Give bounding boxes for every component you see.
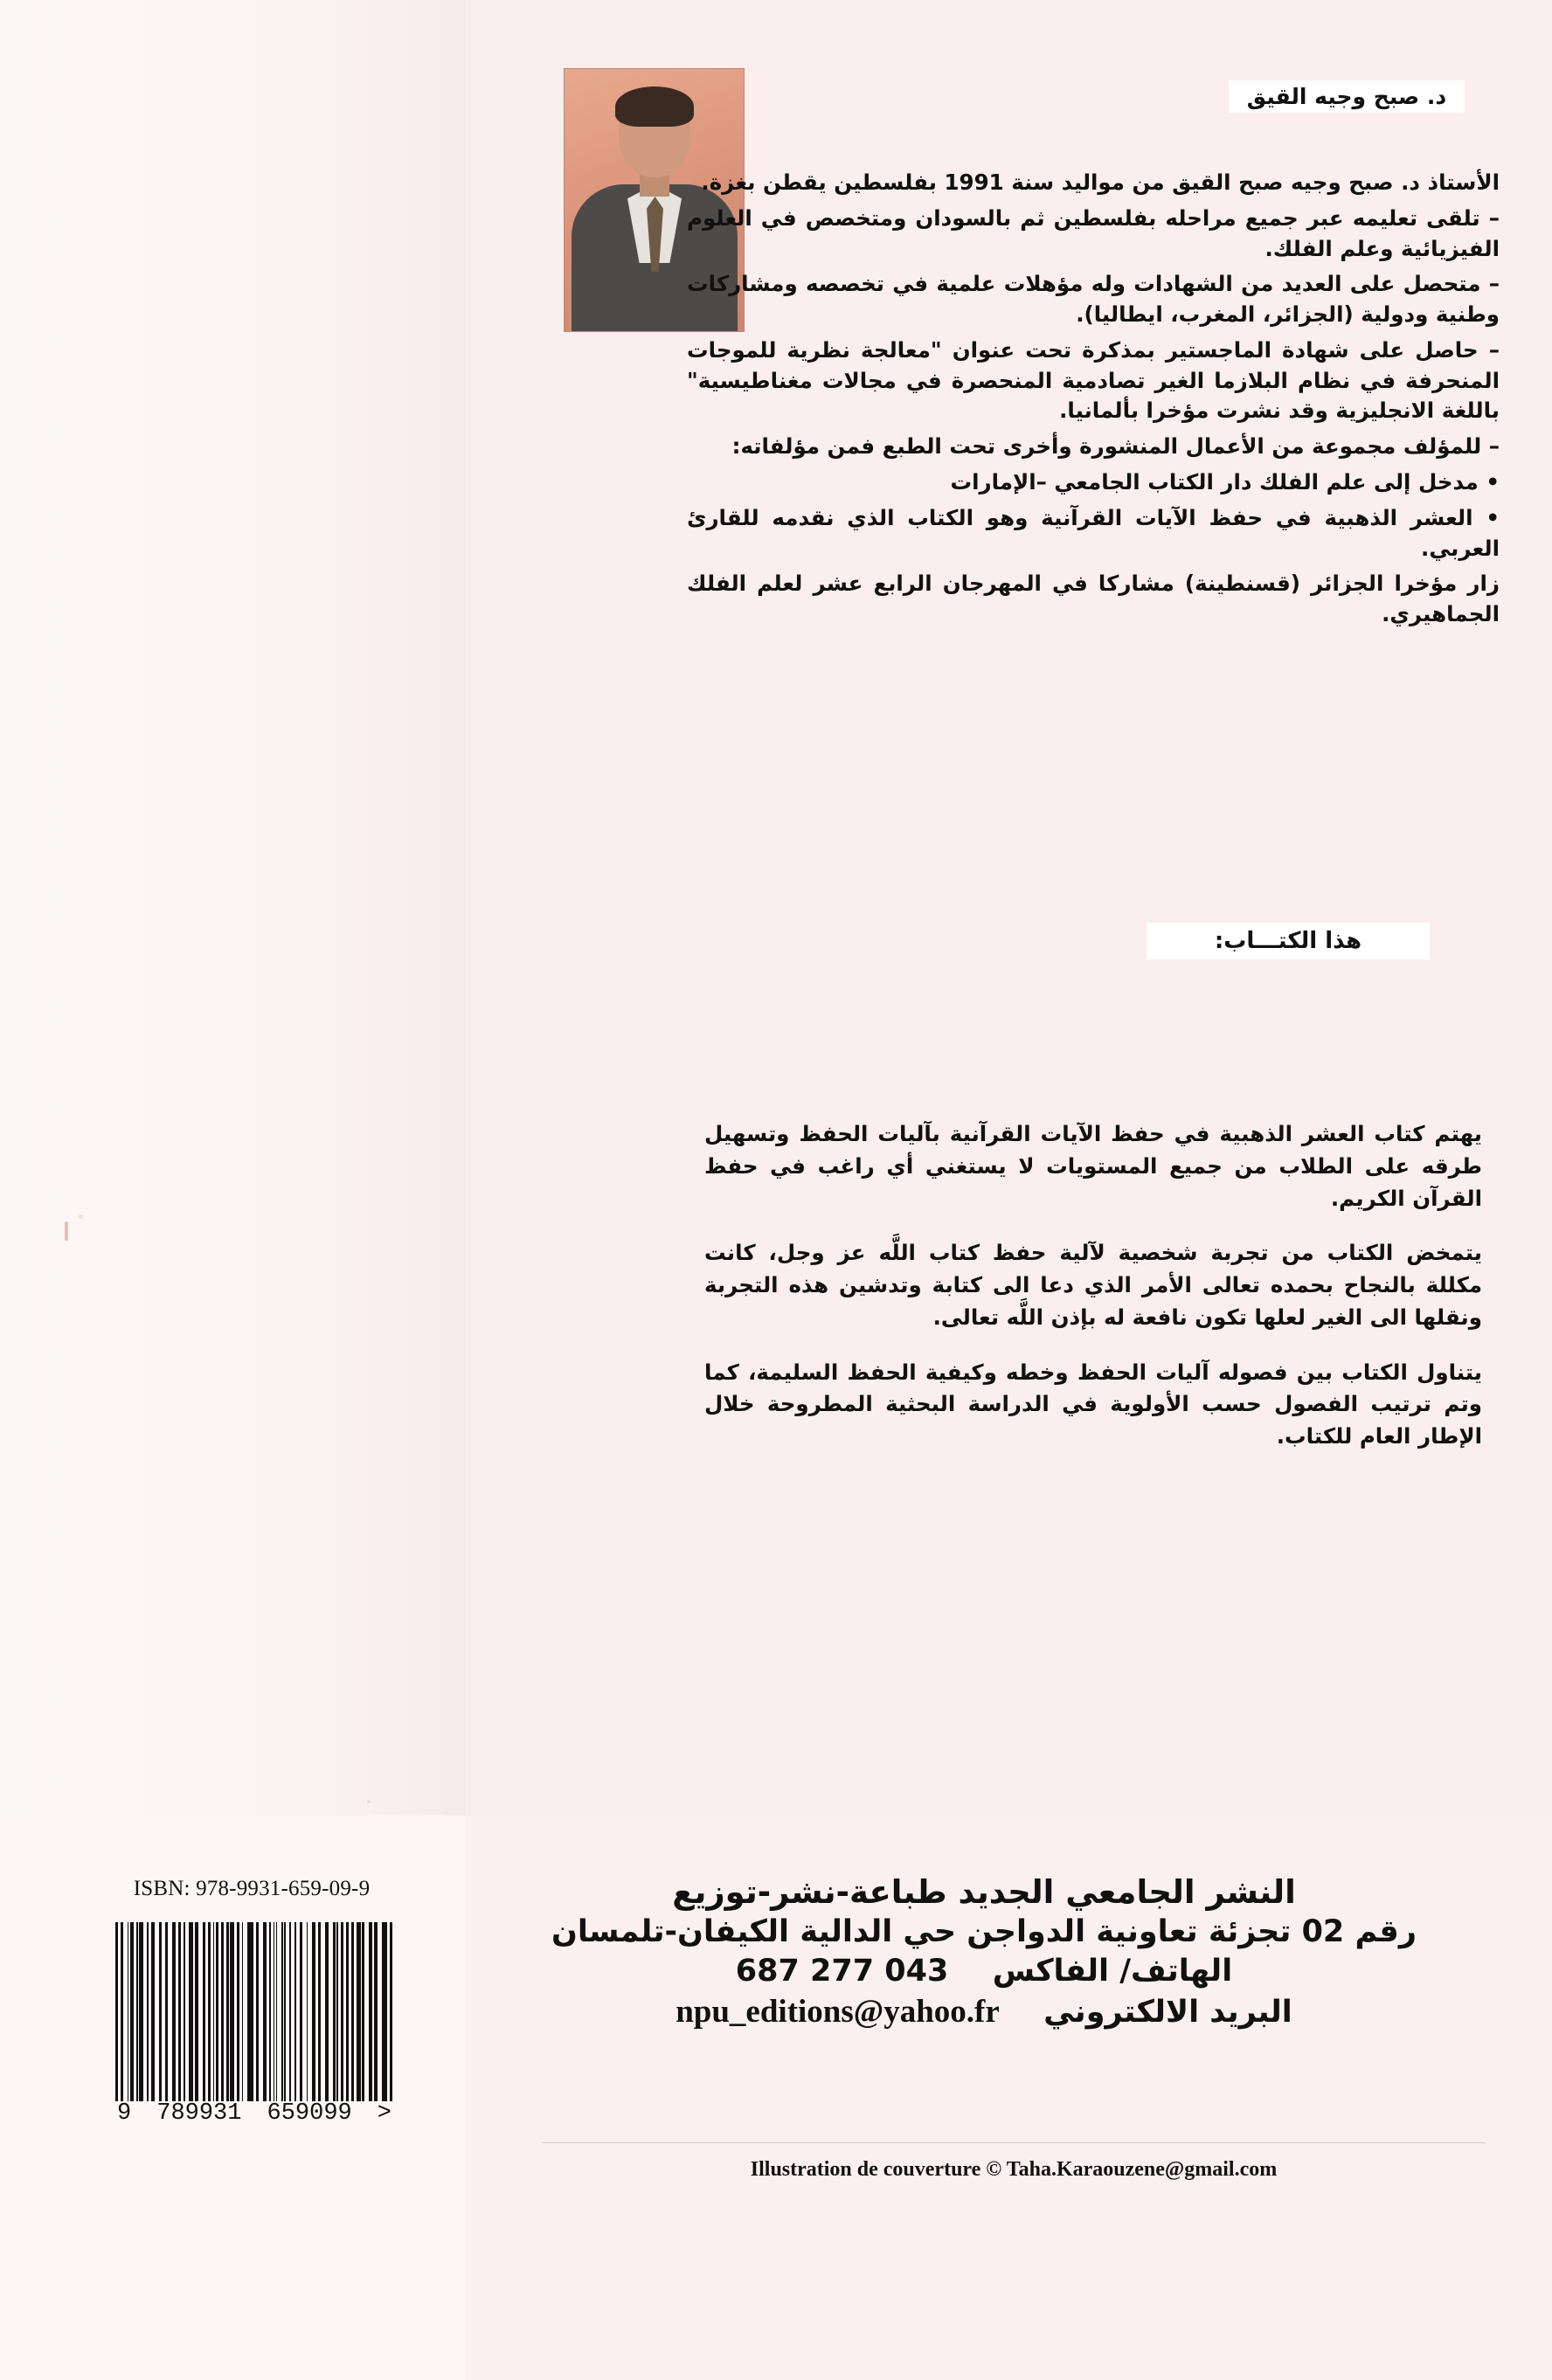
barcode-digits xyxy=(115,2100,393,2127)
barcode-digit-group2: 659099 xyxy=(267,2100,352,2127)
isbn-label: ISBN: 978-9931-659-09-9 xyxy=(133,1877,371,1900)
barcode-bars xyxy=(115,1922,393,2101)
author-name: د. صبح وجيه القيق xyxy=(1246,84,1447,109)
description-paragraph: يتمخض الكتاب من تجربة شخصية لآلية حفظ كتاب اللَّه عز وجل، كانت مكللة بالنجاح بحمده تعالى الأمر الذي دعا الى كتابة وتدشين هذه التجربة ونقلها الى الغير لعلها تكون نافعة له بإذن اللَّه تعالى. xyxy=(704,1240,1482,1330)
this-book-label: هذا الكتـــاب: xyxy=(1214,928,1362,954)
publisher-phone-line xyxy=(521,1952,1447,1991)
publisher-name: النشر الجامعي الجديد طباعة-نشر-توزيع xyxy=(672,1873,1296,1911)
bio-work-item: • مدخل إلى علم الفلك دار الكتاب الجامعي –الإمارات xyxy=(950,469,1500,495)
publisher-email-line xyxy=(521,1991,1447,2032)
scan-speck xyxy=(367,1800,371,1803)
isbn-block xyxy=(94,1877,409,1901)
illustration-credit: Illustration de couverture © Taha.Karaouzene@gmail.com xyxy=(750,2158,1278,2181)
barcode-digit-group1: 789931 xyxy=(156,2100,242,2127)
publisher-address: رقم 02 تجزئة تعاونية الدواجن حي الدالية الكيفان-تلمسان xyxy=(551,1914,1417,1950)
author-name-banner xyxy=(1229,80,1465,113)
book-description xyxy=(704,1118,1482,1476)
bio-paragraph: – حاصل على شهادة الماجستير بمذكرة تحت عنوان "معالجة نظرية للموجات المنحرفة في نظام البلازما الغير تصادمية المنحصرة في مجالات مغناطيسية" باللغة الانجليزية وقد نشرت مؤخرا بألمانيا. xyxy=(687,336,1500,424)
barcode-digit-left: 9 xyxy=(117,2100,132,2127)
this-book-banner xyxy=(1147,923,1430,959)
description-paragraph: يتناول الكتاب بين فصوله آليات الحفظ وخطه وكيفية الحفظ السليمة، كما وتم ترتيب الفصول حسب الأولوية في الدراسة البحثية المطروحة خلال الإطار العام للكتاب. xyxy=(704,1359,1482,1449)
isbn-barcode xyxy=(115,1922,393,2132)
publisher-email-value[interactable]: npu_editions@yahoo.fr xyxy=(676,1993,1000,2030)
barcode-digit-right: > xyxy=(377,2100,391,2127)
bio-paragraph: – متحصل على العديد من الشهادات وله مؤهلات علمية في تخصصه ومشاركات وطنية ودولية (الجزائر، المغرب، ايطاليا). xyxy=(687,271,1500,328)
bio-paragraph: زار مؤخرا الجزائر (قسنطينة) مشاركا في المهرجان الرابع عشر لعلم الفلك الجماهيري. xyxy=(687,571,1500,627)
bio-work-item: • العشر الذهبية في حفظ الآيات القرآنية وهو الكتاب الذي نقدمه للقارئ العربي. xyxy=(687,504,1500,561)
description-paragraph: يهتم كتاب العشر الذهبية في حفظ الآيات القرآنية بآليات الحفظ وتسهيل طرقه على الطلاب من جميع المستويات لا يستغني أي راغب في حفظ القرآن الكريم. xyxy=(704,1121,1482,1211)
bio-paragraph: – تلقى تعليمه عبر جميع مراحله بفلسطين ثم بالسودان ومتخصص في العلوم الفيزيائية وعلم الفلك. xyxy=(687,204,1500,261)
footer-divider xyxy=(542,2142,1486,2143)
portrait-hair xyxy=(615,86,694,127)
bio-works-intro: – للمؤلف مجموعة من الأعمال المنشورة وأخرى تحت الطبع فمن مؤلفاته: xyxy=(731,433,1500,460)
publisher-block xyxy=(521,1871,1447,2032)
bio-paragraph: الأستاذ د. صبح وجيه صبح القيق من مواليد سنة 1991 بفلسطين يقطن بغزة. xyxy=(701,170,1500,195)
publisher-phone-value: 043 277 687 xyxy=(735,1954,949,1989)
publisher-phone-label: الهاتف/ الفاكس xyxy=(992,1954,1233,1989)
author-biography xyxy=(687,168,1500,635)
publisher-email-label: البريد الالكتروني xyxy=(1043,1994,1292,2030)
scan-speck xyxy=(65,1221,68,1241)
scan-speck xyxy=(79,1214,83,1219)
